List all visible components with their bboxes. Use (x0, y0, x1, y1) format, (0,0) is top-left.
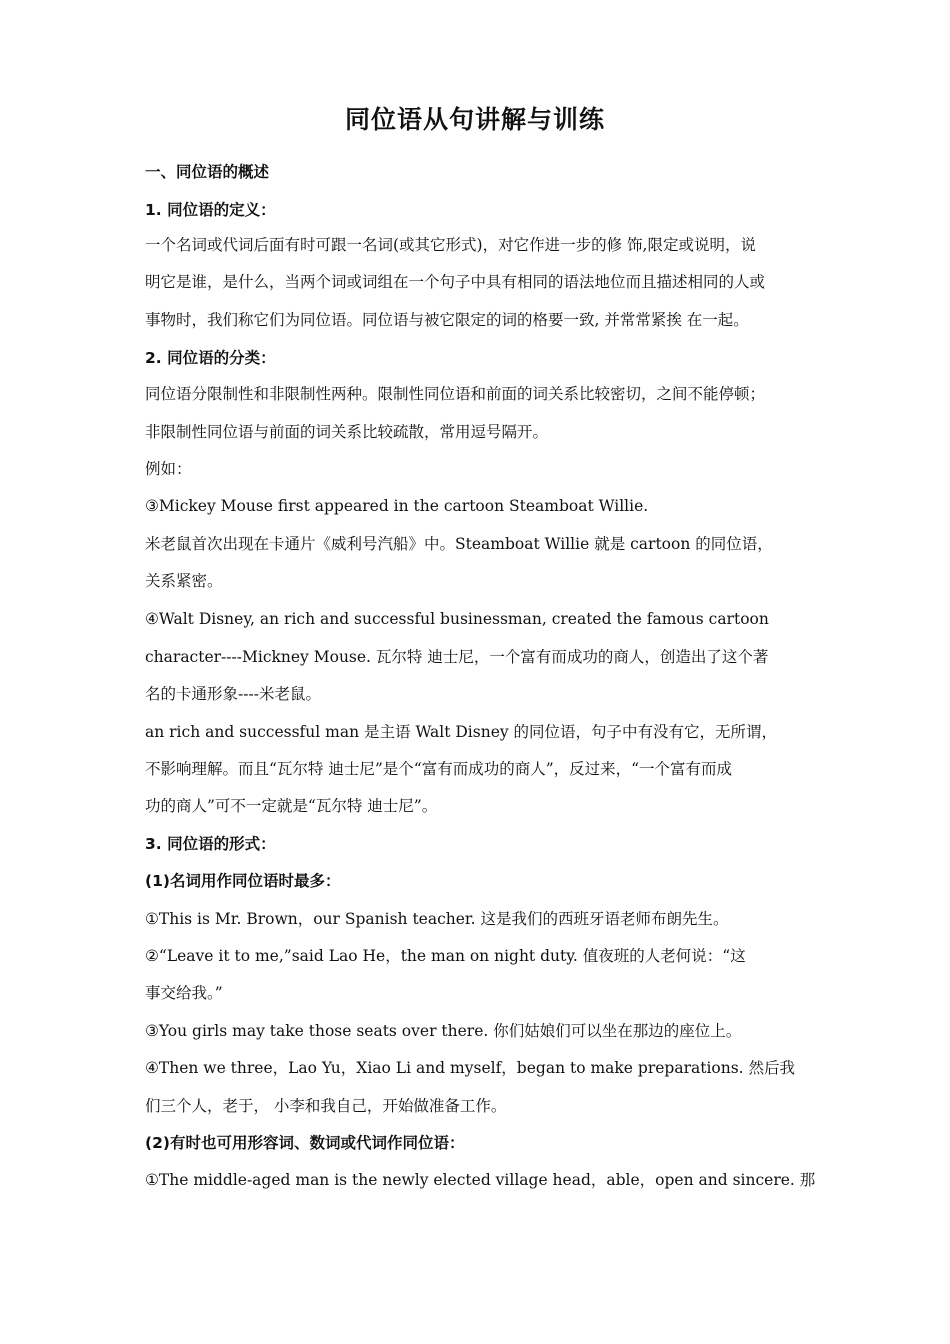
paragraph-line: ④Walt Disney, an rich and successful businessman, created the famous cartoon (145, 610, 769, 628)
section-heading: (2)有时也可用形容词、数词或代词作同位语： (145, 1134, 465, 1152)
paragraph-line: ③You girls may take those seats over there. 你们姑娘们可以坐在那边的座位上。 (145, 1022, 742, 1040)
paragraph-line: 米老鼠首次出现在卡通片《威利号汽船》中。Steamboat Willie 就是 cartoon 的同位语， (145, 535, 773, 553)
paragraph-line: ①This is Mr. Brown，our Spanish teacher. 这是我们的西班牙语老师布朗先生。 (145, 910, 729, 928)
section-heading: 1. 同位语的定义： (145, 201, 276, 219)
section-heading: 2. 同位语的分类： (145, 349, 276, 367)
section-heading: 3. 同位语的形式： (145, 835, 276, 853)
paragraph-line: 非限制性同位语与前面的词关系比较疏散，常用逗号隔开。 (145, 423, 549, 441)
paragraph-line: ④Then we three，Lao Yu，Xiao Li and myself，began to make preparations. 然后我 (145, 1059, 796, 1077)
paragraph-line: 不影响理解。而且“瓦尔特 迪士尼”是个“富有而成功的商人”，反过来，“一个富有而成 (145, 760, 733, 778)
section-heading: 一、同位语的概述 (145, 163, 270, 181)
paragraph-line: 例如： (145, 460, 192, 478)
paragraph-line: character----Mickney Mouse. 瓦尔特 迪士尼，一个富有而成功的商人，创造出了这个著 (145, 648, 769, 666)
paragraph-line: 关系紧密。 (145, 572, 223, 590)
paragraph-line: ①The middle-aged man is the newly elected village head，able，open and sincere. 那 (145, 1171, 816, 1189)
paragraph-line: 一个名词或代词后面有时可跟一名词(或其它形式)，对它作进一步的修 饰,限定或说明，说 (145, 236, 756, 254)
paragraph-line: 明它是谁，是什么，当两个词或词组在一个句子中具有相同的语法地位而且描述相同的人或 (145, 273, 766, 291)
paragraph-line: 事物时，我们称它们为同位语。同位语与被它限定的词的格要一致, 并常常紧挨 在一起。 (145, 311, 749, 329)
paragraph-line: 名的卡通形象----米老鼠。 (145, 685, 321, 703)
paragraph-line: 同位语分限制性和非限制性两种。限制性同位语和前面的词关系比较密切，之间不能停顿； (145, 385, 766, 403)
paragraph-line: 们三个人，老于， 小李和我自己，开始做准备工作。 (145, 1097, 507, 1115)
page-title: 同位语从句讲解与训练 (344, 105, 605, 134)
paragraph-line: 事交给我。” (145, 984, 223, 1002)
section-heading: (1)名词用作同位语时最多： (145, 872, 341, 890)
paragraph-line: an rich and successful man 是主语 Walt Disney 的同位语，句子中有没有它，无所谓， (145, 723, 778, 741)
paragraph-line: ③Mickey Mouse first appeared in the cartoon Steamboat Willie. (145, 497, 649, 515)
paragraph-line: 功的商人”可不一定就是“瓦尔特 迪士尼”。 (145, 797, 438, 815)
paragraph-line: ②“Leave it to me,”said Lao He，the man on night duty. 值夜班的人老何说：“这 (145, 947, 746, 965)
